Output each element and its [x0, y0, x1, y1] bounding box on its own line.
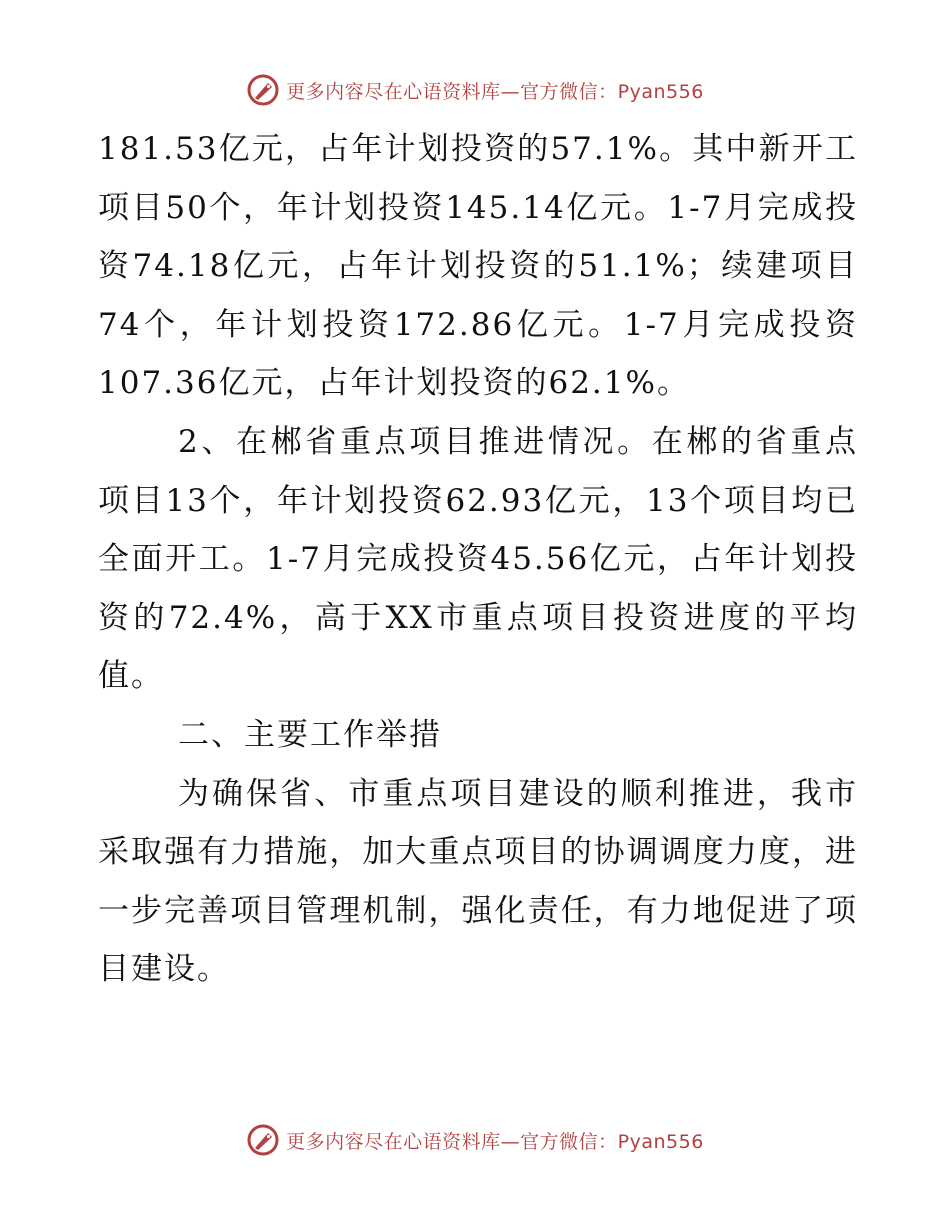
- pen-nib-logo-icon: [246, 1123, 280, 1157]
- document-body: [98, 120, 858, 999]
- section-heading-main-measures: 二、主要工作举措: [178, 716, 442, 753]
- paragraph-measures-detail: 为确保省、市重点项目建设的顺利推进，我市采取强有力措施，加大重点项目的协调调度力度，进一步完善项目管理机制，强化责任，有力地促进了项目建设。: [98, 775, 858, 988]
- footer-banner: [0, 1120, 950, 1160]
- header-banner-text: 更多内容尽在心语资料库—官方微信：Pyan556: [286, 80, 704, 103]
- header-banner: [0, 70, 950, 110]
- paragraph-provincial-projects: 2、在郴省重点项目推进情况。在郴的省重点项目13个，年计划投资62.93亿元，13个项目均已全面开工。1-7月完成投资45.56亿元，占年计划投资的72.4%，高于XX市重点项目投资进度的平均值。: [98, 423, 858, 695]
- pen-nib-logo-icon: [246, 73, 280, 107]
- footer-banner-text: 更多内容尽在心语资料库—官方微信：Pyan556: [286, 1130, 704, 1153]
- paragraph-investment-summary: 181.53亿元，占年计划投资的57.1%。其中新开工项目50个，年计划投资145.14亿元。1-7月完成投资74.18亿元，占年计划投资的51.1%；续建项目74个，年计划投资172.86亿元。1-7月完成投资107.36亿元，占年计划投资的62.1%。: [98, 131, 858, 402]
